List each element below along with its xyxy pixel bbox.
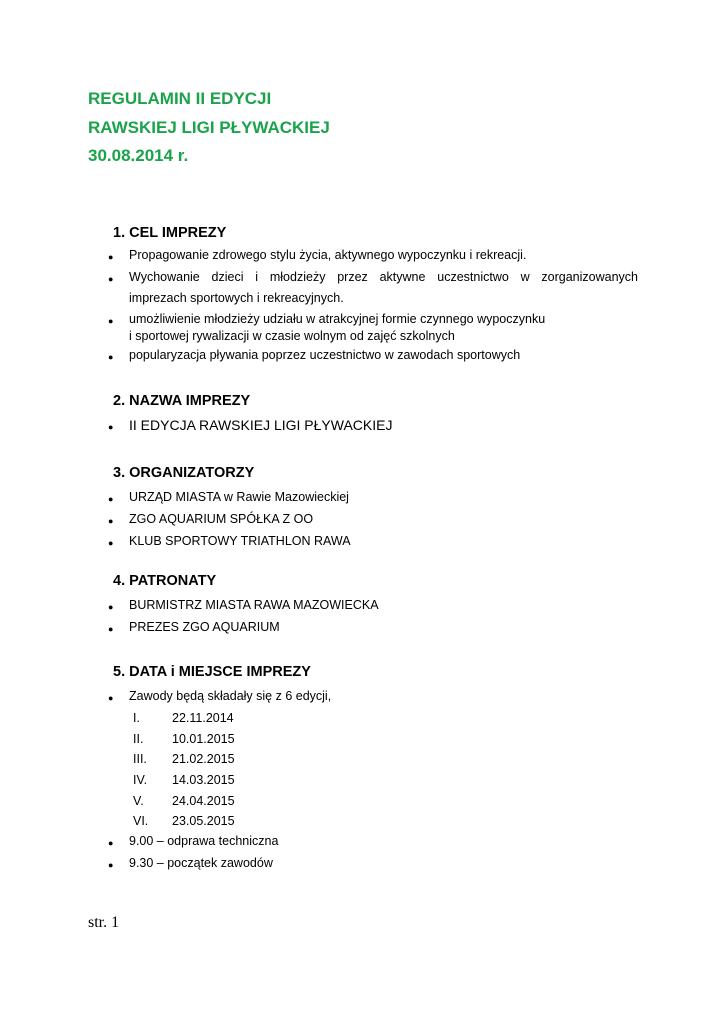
page-number: str. 1 (88, 914, 120, 931)
list-item: 9.00 – odprawa techniczna (129, 834, 279, 848)
list-item-continuation: i sportowej rywalizacji w czasie wolnym od zajęć szkolnych (129, 329, 455, 343)
bullet-icon: ● (108, 602, 114, 612)
section-heading-cel-imprezy: 1. CEL IMPREZY (113, 225, 227, 241)
list-item: 9.30 – początek zawodów (129, 856, 273, 870)
bullet-icon: ● (108, 538, 114, 548)
document-title-line-2: RAWSKIEJ LIGI PŁYWACKIEJ (88, 118, 330, 137)
bullet-icon: ● (108, 838, 114, 848)
list-item-continuation: imprezach sportowych i rekreacyjnych. (129, 291, 344, 305)
section-heading-nazwa-imprezy: 2. NAZWA IMPREZY (113, 393, 251, 409)
bullet-icon: ● (108, 316, 114, 326)
list-item: KLUB SPORTOWY TRIATHLON RAWA (129, 534, 351, 548)
list-item: PREZES ZGO AQUARIUM (129, 620, 280, 634)
list-item: BURMISTRZ MIASTA RAWA MAZOWIECKA (129, 598, 379, 612)
bullet-icon: ● (108, 516, 114, 526)
bullet-icon: ● (108, 693, 114, 703)
edition-number: I. (133, 711, 140, 725)
section-heading-organizatorzy: 3. ORGANIZATORZY (113, 465, 255, 481)
edition-number: V. (133, 794, 144, 808)
list-item: umożliwienie młodzieży udziału w atrakcyjnej formie czynnego wypoczynku (129, 312, 546, 326)
edition-number: III. (133, 752, 147, 766)
section-heading-data-i-miejsce: 5. DATA i MIEJSCE IMPREZY (113, 664, 311, 680)
list-item: ZGO AQUARIUM SPÓŁKA Z OO (129, 512, 314, 526)
bullet-icon: ● (108, 352, 114, 362)
bullet-icon: ● (108, 274, 114, 284)
list-item: II EDYCJA RAWSKIEJ LIGI PŁYWACKIEJ (129, 417, 393, 433)
document-title-line-1: REGULAMIN II EDYCJI (88, 89, 272, 108)
bullet-icon: ● (108, 860, 114, 870)
edition-date: 10.01.2015 (172, 732, 235, 746)
edition-date: 23.05.2015 (172, 814, 235, 828)
list-item: Propagowanie zdrowego stylu życia, aktywnego wypoczynku i rekreacji. (129, 248, 527, 262)
bullet-icon: ● (108, 252, 114, 262)
bullet-icon: ● (108, 624, 114, 634)
list-item: popularyzacja pływania poprzez uczestnictwo w zawodach sportowych (129, 348, 521, 362)
edition-date: 24.04.2015 (172, 794, 235, 808)
edition-number: IV. (133, 773, 148, 787)
edition-date: 22.11.2014 (172, 711, 234, 725)
section-heading-patronaty: 4. PATRONATY (113, 573, 217, 589)
bullet-icon: ● (108, 494, 114, 504)
list-item: Zawody będą składały się z 6 edycji, (129, 689, 332, 703)
edition-number: VI. (133, 814, 149, 828)
document-date: 30.08.2014 r. (88, 146, 189, 165)
edition-number: II. (133, 732, 144, 746)
bullet-icon: ● (108, 422, 114, 432)
list-item: Wychowanie dzieci i młodzieży przez aktywne uczestnictwo w zorganizowanych (129, 270, 638, 284)
list-item: URZĄD MIASTA w Rawie Mazowieckiej (129, 490, 349, 504)
edition-date: 21.02.2015 (172, 752, 235, 766)
edition-date: 14.03.2015 (172, 773, 235, 787)
